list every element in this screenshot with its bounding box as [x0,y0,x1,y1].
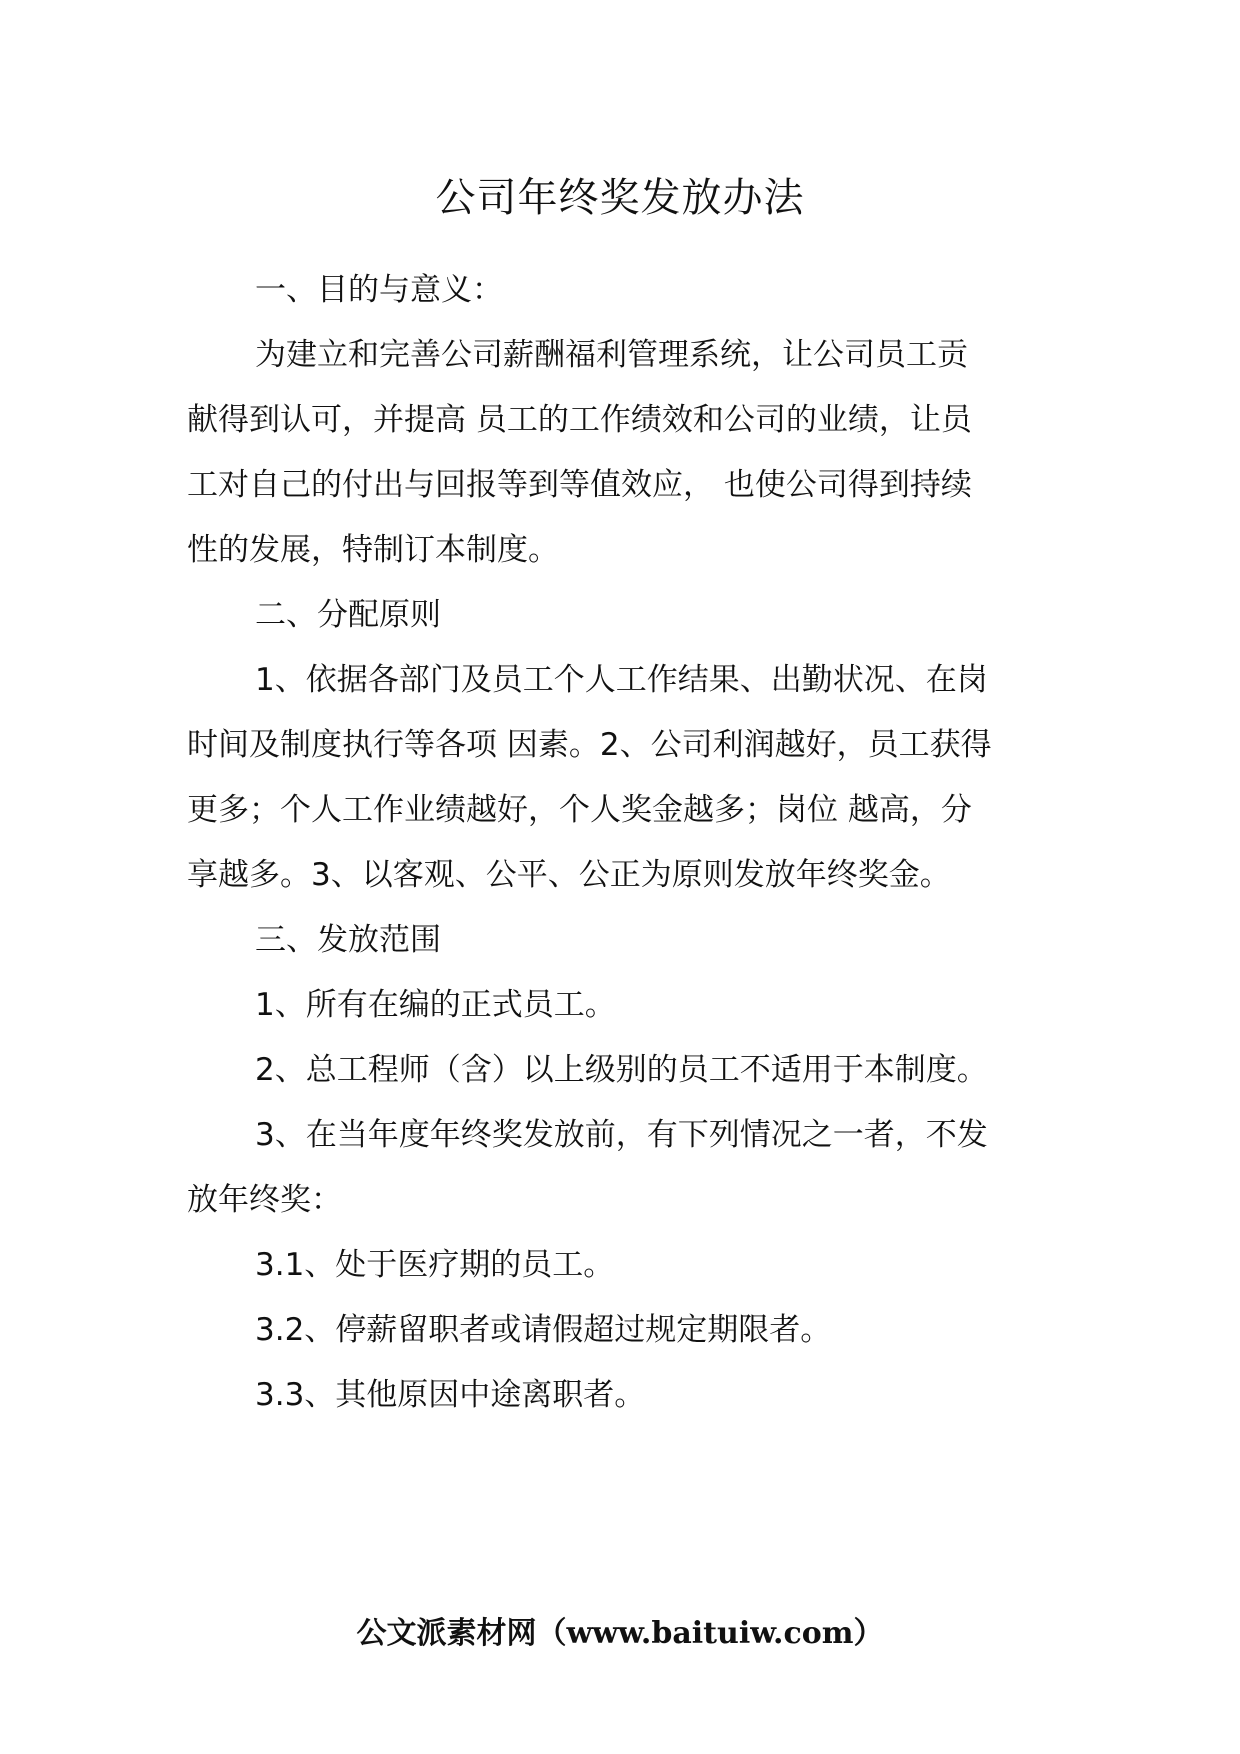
body-line: 为建立和完善公司薪酬福利管理系统，让公司员工贡 [255,337,968,373]
body-line: 时间及制度执行等各项 因素。2、公司利润越好，员工获得 [187,727,992,763]
body-line: 3、在当年度年终奖发放前，有下列情况之一者，不发 [255,1117,988,1153]
body-line: 2、总工程师（含）以上级别的员工不适用于本制度。 [255,1052,988,1088]
body-line: 3.1、处于医疗期的员工。 [255,1247,615,1283]
body-line: 1、所有在编的正式员工。 [255,987,616,1023]
body-line: 三、发放范围 [255,922,441,958]
footer-source: 公文派素材网（www.baituiw.com） [356,1616,884,1651]
document-title: 公司年终奖发放办法 [435,175,805,221]
body-line: 更多；个人工作业绩越好，个人奖金越多；岗位 越高，分 [187,792,972,828]
body-line: 性的发展，特制订本制度。 [187,532,559,568]
body-line: 3.2、停薪留职者或请假超过规定期限者。 [255,1312,832,1348]
body-line: 3.3、其他原因中途离职者。 [255,1377,646,1413]
body-line: 享越多。3、以客观、公平、公正为原则发放年终奖金。 [187,857,951,893]
body-line: 工对自己的付出与回报等到等值效应， 也使公司得到持续 [187,467,972,503]
body-line: 二、分配原则 [255,597,441,633]
body-line: 放年终奖： [187,1182,342,1218]
body-line: 献得到认可，并提高 员工的工作绩效和公司的业绩，让员 [187,402,972,438]
body-line: 一、目的与意义： [255,272,503,308]
document-body [187,258,1067,1428]
body-line: 1、依据各部门及员工个人工作结果、出勤状况、在岗 [255,662,988,698]
